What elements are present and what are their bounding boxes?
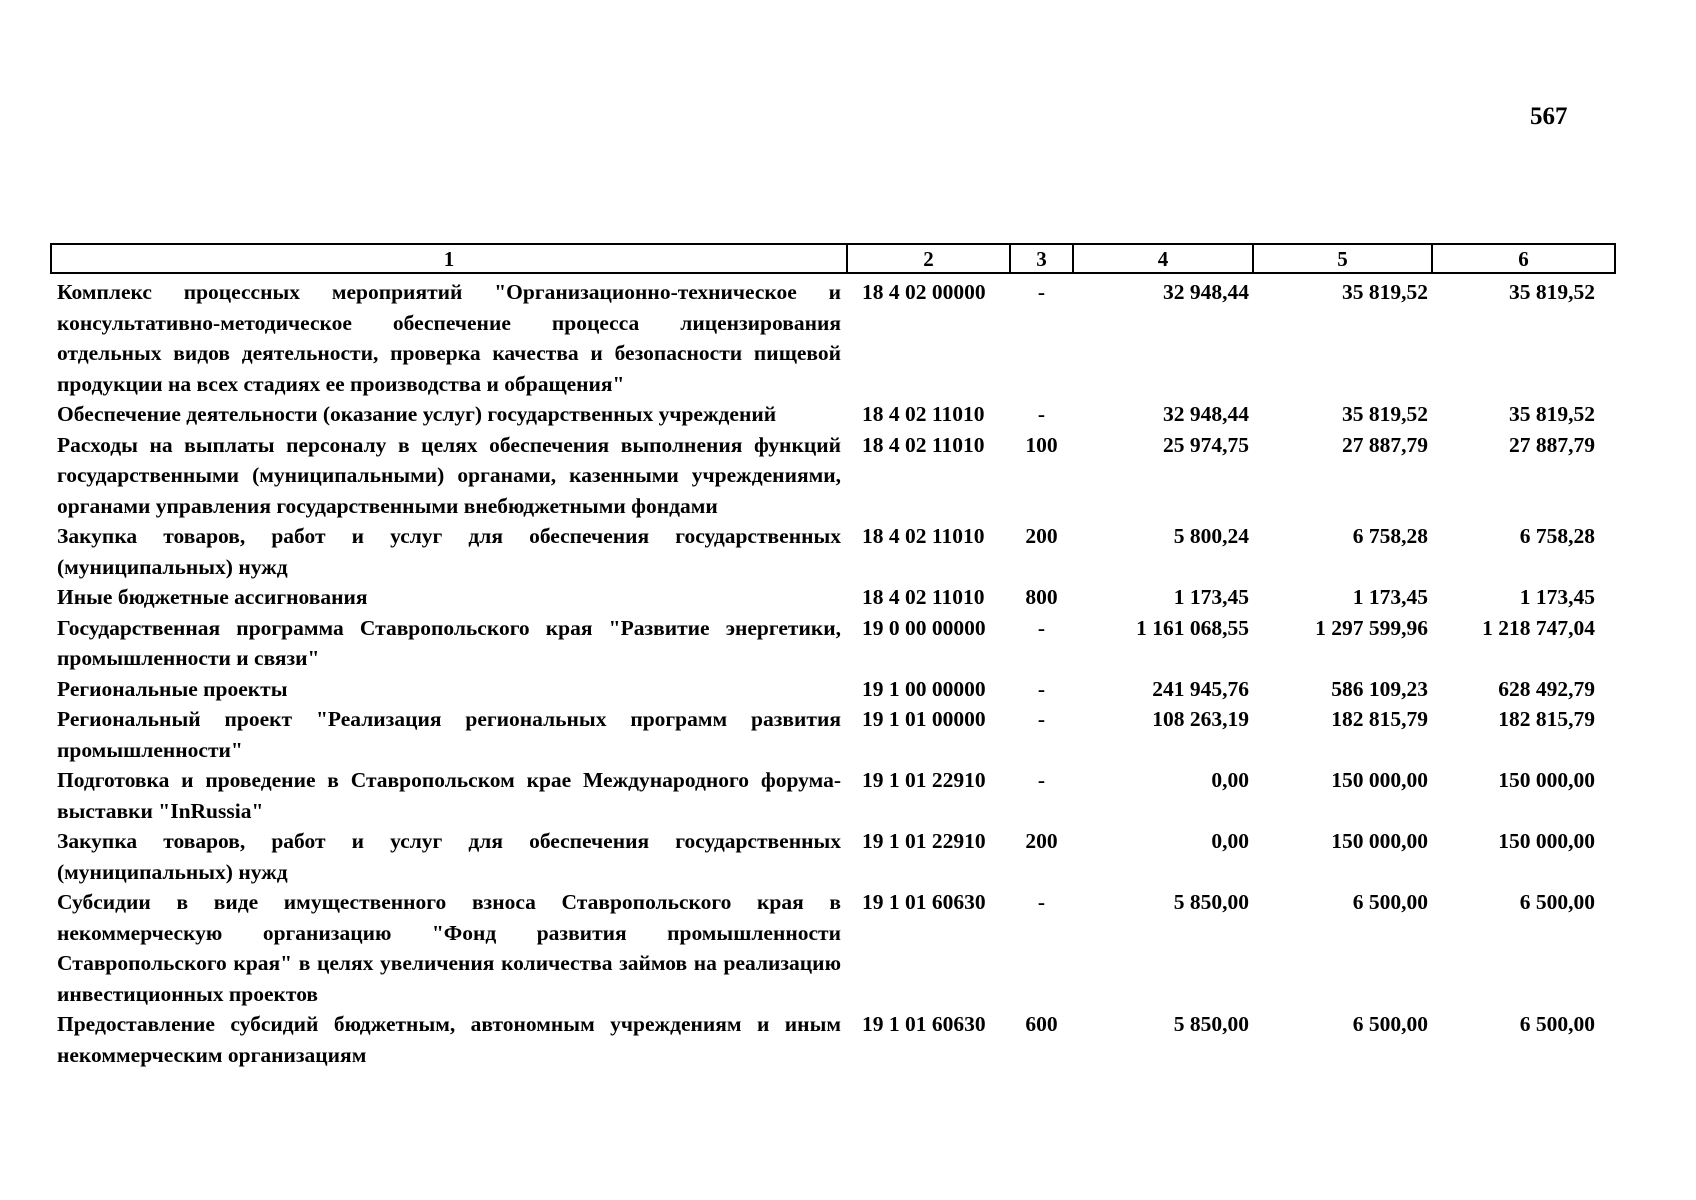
table-row (51, 674, 1615, 705)
row-code: 18 4 02 11010 (862, 402, 985, 426)
row-value-5: 35 819,52 (1342, 280, 1428, 304)
table-row (51, 1009, 1615, 1070)
row-code: 19 1 01 60630 (862, 890, 986, 914)
row-value-5: 586 109,23 (1331, 676, 1428, 701)
row-code: 18 4 02 00000 (862, 280, 986, 304)
row-value-4: 5 800,24 (1173, 524, 1249, 548)
col-header-3: 3 (1010, 244, 1073, 273)
row-type: 100 (1025, 432, 1058, 457)
row-value-6: 35 819,52 (1509, 280, 1595, 304)
col-header-6: 6 (1432, 244, 1615, 273)
row-code: 18 4 02 11010 (862, 524, 985, 548)
row-value-4: 241 945,76 (1152, 676, 1249, 701)
row-value-5: 27 887,79 (1342, 432, 1428, 457)
row-name: Подготовка и проведение в Ставропольском крае Международного форума-выставки "InRussia" (57, 768, 841, 823)
row-value-6: 1 218 747,04 (1482, 615, 1595, 640)
row-name: Обеспечение деятельности (оказание услуг) государственных учреждений (57, 402, 777, 426)
row-value-5: 150 000,00 (1331, 768, 1428, 792)
row-value-4: 5 850,00 (1173, 890, 1249, 914)
row-name: Государственная программа Ставропольского края "Развитие энергетики, промышленности и связи" (57, 615, 841, 670)
row-value-6: 150 000,00 (1498, 768, 1595, 792)
table-header-row (51, 244, 1615, 273)
row-code: 19 1 00 00000 (862, 676, 986, 701)
row-value-6: 27 887,79 (1509, 432, 1595, 457)
col-header-1: 1 (51, 244, 847, 273)
row-name: Предоставление субсидий бюджетным, автономным учреждениям и иным некоммерческим организациям (57, 1012, 841, 1067)
table-row (51, 704, 1615, 765)
row-type: 600 (1025, 1012, 1058, 1036)
col-header-2: 2 (847, 244, 1010, 273)
table-row (51, 582, 1615, 613)
row-code: 19 1 01 00000 (862, 707, 986, 731)
row-type: - (1037, 615, 1046, 640)
row-name: Региональные проекты (57, 676, 288, 701)
row-code: 19 0 00 00000 (862, 615, 986, 640)
row-type: 800 (1025, 585, 1058, 609)
row-value-6: 35 819,52 (1509, 402, 1595, 426)
row-type: 200 (1025, 829, 1058, 853)
budget-table (50, 243, 1616, 1070)
row-value-6: 150 000,00 (1498, 829, 1595, 853)
row-value-4: 0,00 (1211, 829, 1249, 853)
table-row (51, 887, 1615, 1009)
table-row (51, 273, 1615, 399)
row-value-5: 35 819,52 (1342, 402, 1428, 426)
row-value-4: 5 850,00 (1173, 1012, 1249, 1036)
row-value-5: 6 500,00 (1352, 890, 1428, 914)
row-name: Региональный проект "Реализация региональных программ развития промышленности" (57, 707, 841, 762)
row-value-4: 0,00 (1211, 768, 1249, 792)
table-row (51, 521, 1615, 582)
row-code: 19 1 01 22910 (862, 829, 986, 853)
row-value-5: 182 815,79 (1331, 707, 1428, 731)
row-type: 200 (1025, 524, 1058, 548)
row-type: - (1037, 402, 1046, 426)
row-value-5: 6 758,28 (1352, 524, 1428, 548)
row-type: - (1037, 768, 1046, 792)
row-value-4: 108 263,19 (1152, 707, 1249, 731)
table-row (51, 826, 1615, 887)
table-row (51, 399, 1615, 430)
row-value-6: 6 500,00 (1519, 1012, 1595, 1036)
row-type: - (1037, 280, 1046, 304)
row-value-4: 32 948,44 (1163, 402, 1249, 426)
row-type: - (1037, 676, 1046, 701)
row-name: Закупка товаров, работ и услуг для обеспечения государственных (муниципальных) нужд (57, 524, 841, 579)
row-code: 19 1 01 60630 (862, 1012, 986, 1036)
row-code: 19 1 01 22910 (862, 768, 986, 792)
row-name: Закупка товаров, работ и услуг для обеспечения государственных (муниципальных) нужд (57, 829, 841, 884)
row-value-4: 1 161 068,55 (1136, 615, 1249, 640)
table-row (51, 613, 1615, 674)
row-value-4: 32 948,44 (1163, 280, 1249, 304)
row-name: Комплекс процессных мероприятий "Организационно-техническое и консультативно-методическое обеспечение процесса лицензирования отдельных видов деятельности, проверка качества и безопасности пищевой продукции на всех стадиях ее производства и обращения" (57, 280, 841, 396)
row-name: Иные бюджетные ассигнования (57, 585, 368, 609)
row-type: - (1037, 707, 1046, 731)
row-name: Субсидии в виде имущественного взноса Ставропольского края в некоммерческую организацию "Фонд развития промышленности Ставропольского края" в целях увеличения количества займов на реализацию инвестиционных проектов (57, 890, 841, 1006)
row-code: 18 4 02 11010 (862, 585, 985, 609)
row-value-5: 1 297 599,96 (1315, 615, 1428, 640)
row-name: Расходы на выплаты персоналу в целях обеспечения выполнения функций государственными (муниципальными) органами, казенными учреждениями, органами управления государственными внебюджетными фондами (57, 432, 841, 518)
table-row (51, 765, 1615, 826)
row-value-5: 150 000,00 (1331, 829, 1428, 853)
row-value-4: 25 974,75 (1163, 432, 1249, 457)
row-value-5: 6 500,00 (1352, 1012, 1428, 1036)
row-value-6: 628 492,79 (1498, 676, 1595, 701)
row-type: - (1037, 890, 1046, 914)
row-value-6: 1 173,45 (1519, 585, 1595, 609)
row-value-4: 1 173,45 (1173, 585, 1249, 609)
col-header-5: 5 (1253, 244, 1432, 273)
row-value-5: 1 173,45 (1352, 585, 1428, 609)
table-row (51, 430, 1615, 522)
col-header-4: 4 (1073, 244, 1253, 273)
row-value-6: 6 500,00 (1519, 890, 1595, 914)
row-value-6: 182 815,79 (1498, 707, 1595, 731)
row-value-6: 6 758,28 (1519, 524, 1595, 548)
row-code: 18 4 02 11010 (862, 432, 985, 457)
page-number: 567 (1530, 103, 1568, 130)
